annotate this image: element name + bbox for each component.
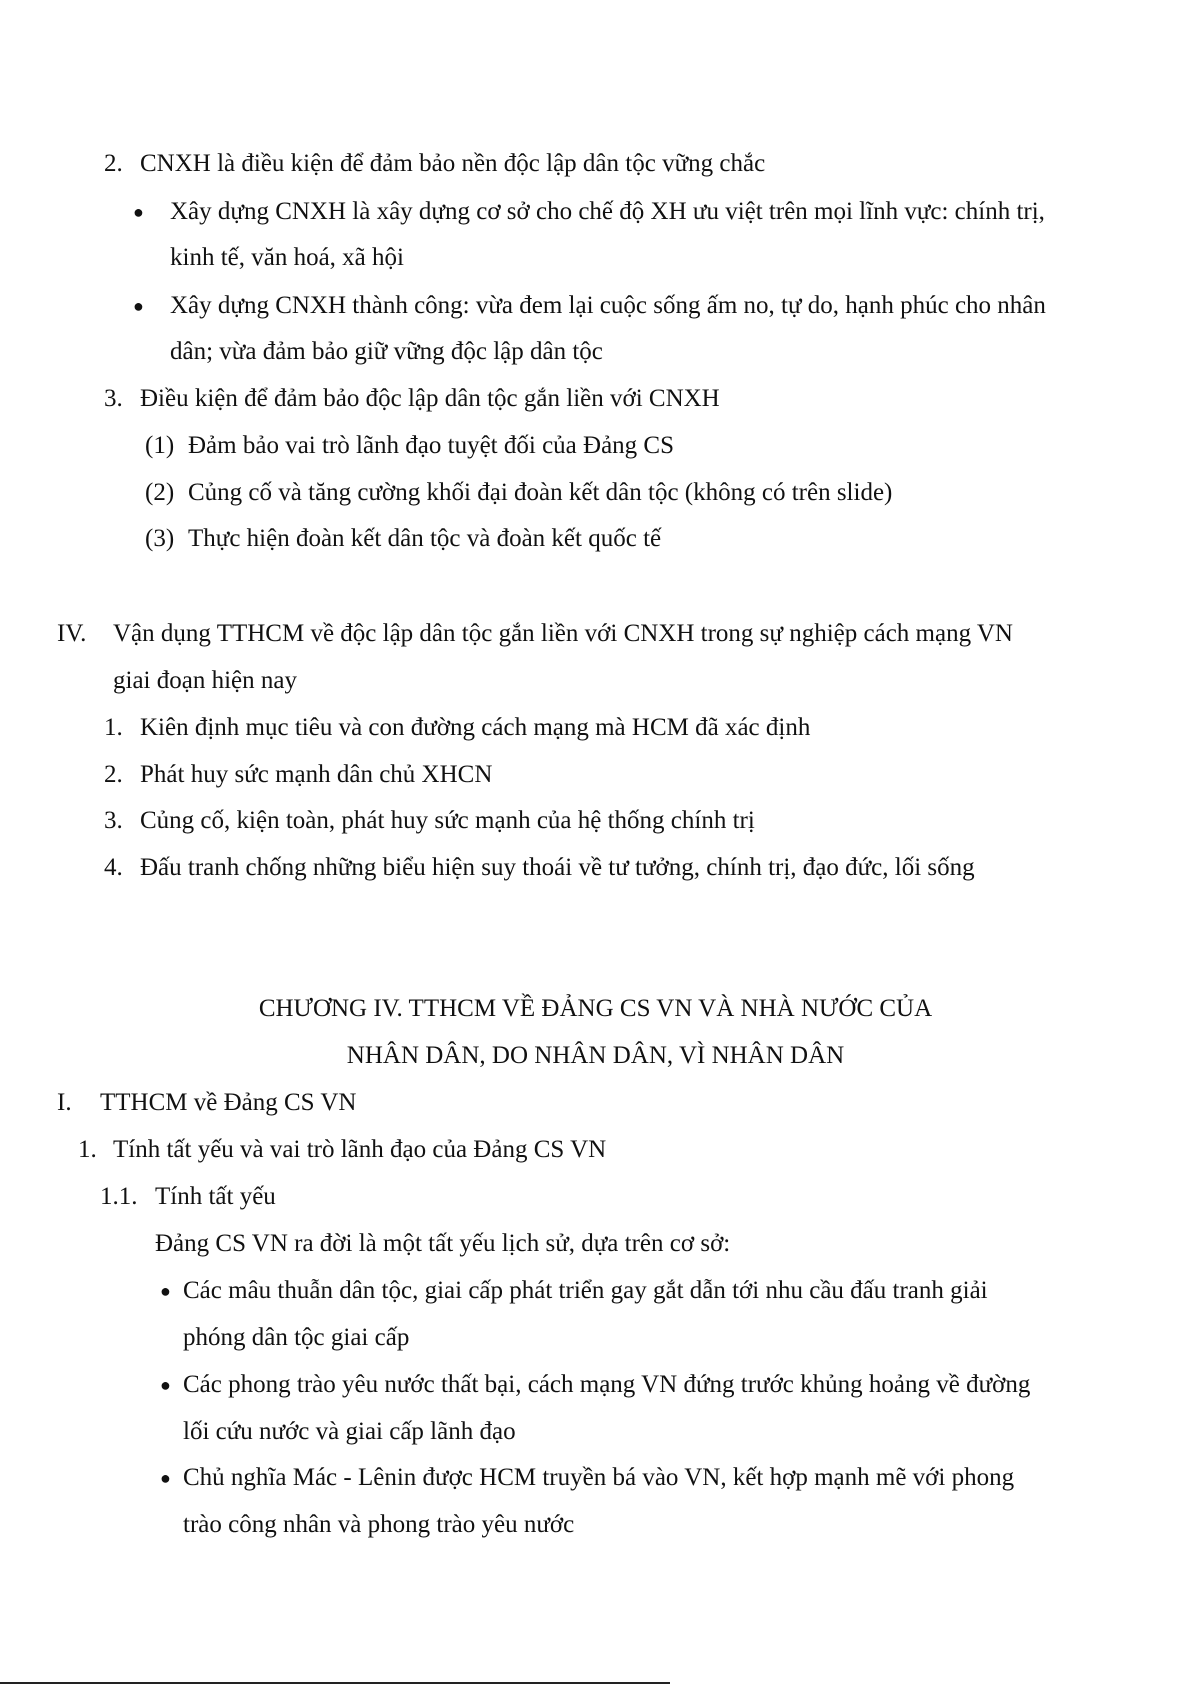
item-text: CNXH là điều kiện để đảm bảo nền độc lập dân tộc vững chắc [140, 150, 766, 177]
item-text: Phát huy sức mạnh dân chủ XHCN [140, 761, 493, 788]
chapter-title-line2: NHÂN DÂN, DO NHÂN DÂN, VÌ NHÂN DÂN [346, 1042, 845, 1069]
item-number: 3. [104, 385, 123, 412]
bullet-text: trào công nhân và phong trào yêu nước [183, 1511, 575, 1538]
item-number: 1. [104, 714, 123, 741]
bullet-text: phóng dân tộc giai cấp [183, 1324, 410, 1351]
item-text: Tính tất yếu và vai trò lãnh đạo của Đảng CS VN [113, 1136, 607, 1163]
item-text: Tính tất yếu [155, 1183, 276, 1210]
item-number: (1) [145, 432, 175, 459]
bullet-icon: ● [160, 1468, 171, 1488]
item-number: 1.1. [100, 1183, 138, 1210]
bullet-text: Xây dựng CNXH là xây dựng cơ sở cho chế độ XH ưu việt trên mọi lĩnh vực: chính trị, [170, 198, 1045, 225]
bullet-icon: ● [160, 1281, 171, 1301]
item-text: Điều kiện để đảm bảo độc lập dân tộc gắn liền với CNXH [140, 385, 720, 412]
page-footer-rule [0, 1682, 670, 1684]
section-title: Vận dụng TTHCM về độc lập dân tộc gắn liền với CNXH trong sự nghiệp cách mạng VN [113, 620, 1013, 647]
bullet-icon: ● [133, 202, 144, 222]
item-number: 2. [104, 150, 123, 177]
item-number: 1. [78, 1136, 97, 1163]
item-number: 3. [104, 807, 123, 834]
item-text: Củng cố, kiện toàn, phát huy sức mạnh của hệ thống chính trị [140, 807, 755, 834]
bullet-text: Chủ nghĩa Mác - Lênin được HCM truyền bá vào VN, kết hợp mạnh mẽ với phong [183, 1464, 1015, 1491]
item-text: Thực hiện đoàn kết dân tộc và đoàn kết quốc tế [188, 525, 662, 552]
item-number: (2) [145, 479, 175, 506]
bullet-text: Các phong trào yêu nước thất bại, cách mạng VN đứng trước khủng hoảng về đường [183, 1371, 1031, 1398]
bullet-icon: ● [133, 296, 144, 316]
item-number: 4. [104, 854, 123, 881]
section-title: TTHCM về Đảng CS VN [100, 1089, 357, 1116]
bullet-icon: ● [160, 1375, 171, 1395]
item-text: Đấu tranh chống những biểu hiện suy thoái về tư tưởng, chính trị, đạo đức, lối sống [140, 854, 975, 881]
bullet-text: Các mâu thuẫn dân tộc, giai cấp phát triển gay gắt dẫn tới nhu cầu đấu tranh giải [183, 1277, 988, 1304]
bullet-text: dân; vừa đảm bảo giữ vững độc lập dân tộc [170, 338, 603, 365]
section-number: IV. [57, 620, 87, 647]
section-number: I. [57, 1089, 72, 1116]
paragraph: Đảng CS VN ra đời là một tất yếu lịch sử, dựa trên cơ sở: [155, 1230, 731, 1257]
section-title: giai đoạn hiện nay [113, 667, 297, 694]
bullet-text: kinh tế, văn hoá, xã hội [170, 244, 404, 271]
chapter-title-line1: CHƯƠNG IV. TTHCM VỀ ĐẢNG CS VN VÀ NHÀ NƯỚC CỦA [258, 995, 933, 1022]
item-number: 2. [104, 761, 123, 788]
bullet-text: Xây dựng CNXH thành công: vừa đem lại cuộc sống ấm no, tự do, hạnh phúc cho nhân [170, 292, 1046, 319]
item-text: Củng cố và tăng cường khối đại đoàn kết dân tộc (không có trên slide) [188, 479, 893, 506]
item-text: Kiên định mục tiêu và con đường cách mạng mà HCM đã xác định [140, 714, 811, 741]
bullet-text: lối cứu nước và giai cấp lãnh đạo [183, 1418, 516, 1445]
item-number: (3) [145, 525, 175, 552]
item-text: Đảm bảo vai trò lãnh đạo tuyệt đối của Đảng CS [188, 432, 674, 459]
